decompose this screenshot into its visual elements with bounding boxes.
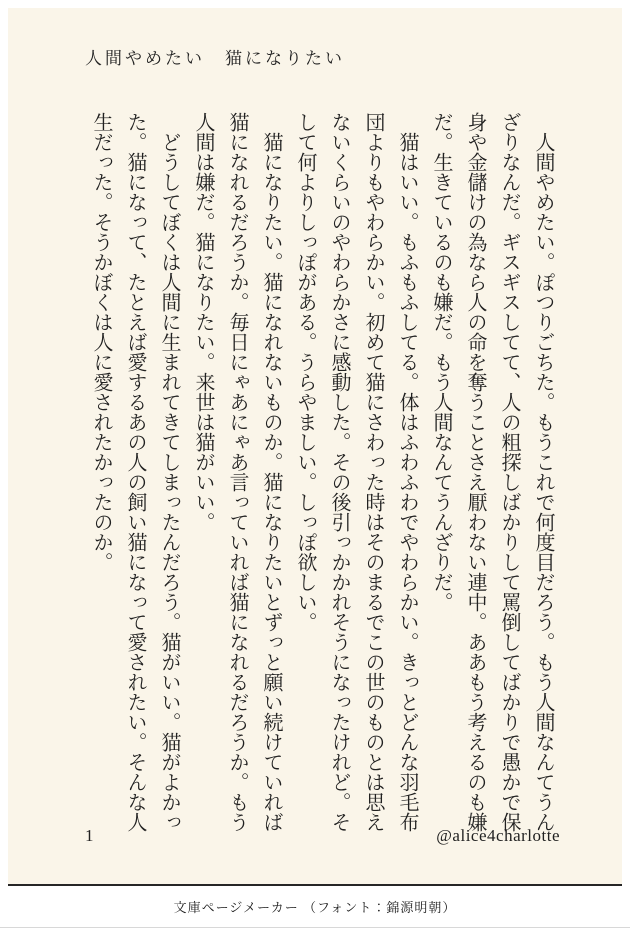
author-handle: @alice4charlotte <box>436 826 560 845</box>
paragraph-2: 猫はいい。もふもふしてる。体はふわふわでやわらかい。きっとどんな羽毛布団よりもやわらかい。初めて猫にさわった時はそのまるでこの世のものとは思えないくらいのやわらかさに感動した。その後引っかかれそうになったけれど。そして何よりしっぽがある。うらやましい。しっぽ欲しい。 <box>294 112 418 832</box>
generator-credit: 文庫ページメーカー （フォント：錦源明朝） <box>173 900 457 915</box>
book-page <box>8 8 622 886</box>
paragraph-1: 人間やめたい。ぽつりごちた。もうこれで何度目だろう。もう人間なんてうんざりなんだ。ギスギスしてて、人の粗探しばかりして罵倒してばかりで愚かで保身や金儲けの為なら人の命を奪うことさえ厭わない連中。ああもう考えるのも嫌だ。生きているのも嫌だ。もう人間なんてうんざりだ。 <box>430 112 554 832</box>
page-number: 1 <box>85 826 94 845</box>
credit-strip <box>0 886 630 928</box>
page-title: 人間やめたい 猫になりたい <box>85 49 345 68</box>
vertical-text-body <box>68 112 560 838</box>
paragraph-3: 猫になりたい。猫になれないものか。猫になりたいとずっと願い続けていれば猫になれるだろうか。毎日にゃあにゃあ言っていれば猫になれるだろうか。もう人間は嫌だ。猫になりたい。来世は猫がいい。 <box>192 112 282 832</box>
paragraph-4: どうしてぼくは人間に生まれてきてしまったんだろう。猫がいい。猫がよかった。猫になって、たとえば愛するあの人の飼い猫になって愛されたい。そんな人生だった。そうかぼくは人に愛されたかったのか。 <box>90 112 180 832</box>
